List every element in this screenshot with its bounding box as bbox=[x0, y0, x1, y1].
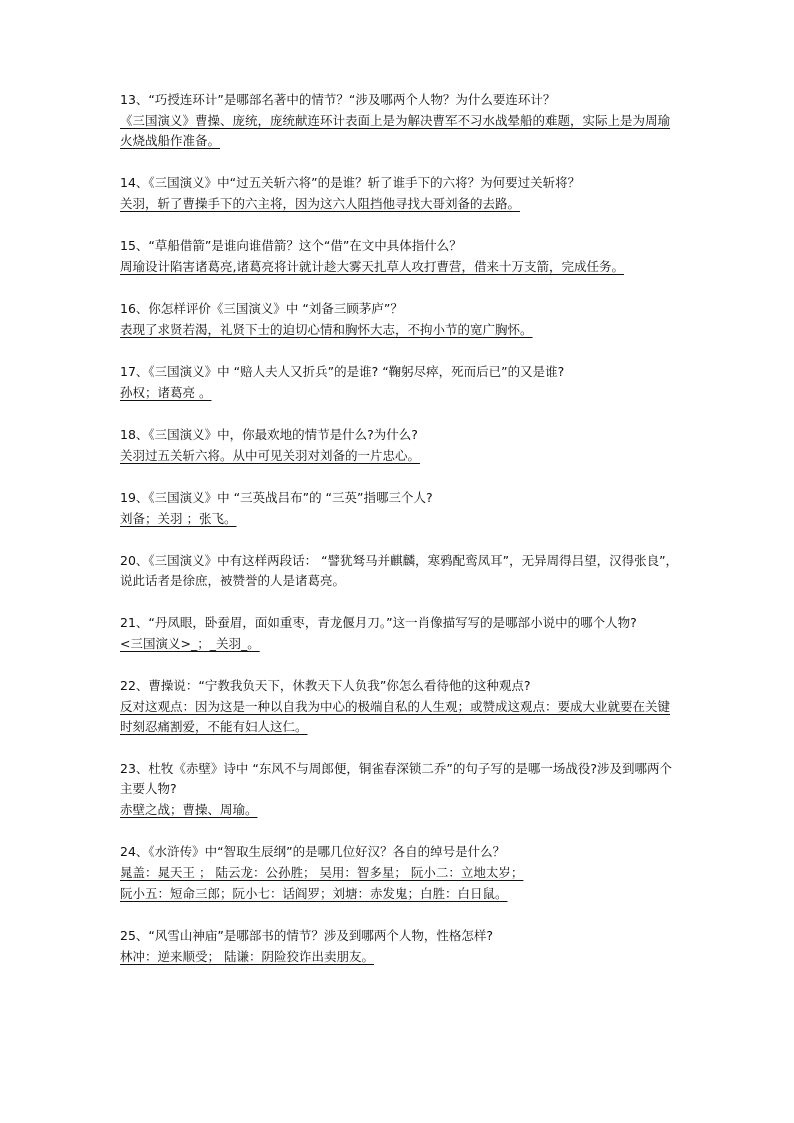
question-18: 18、《三国演义》中，你最欢地的情节是什么?为什么? bbox=[120, 427, 418, 442]
question-21: 21、“丹凤眼，卧蚕眉，面如重枣，青龙偃月刀。”这一肖像描写写的是哪部小说中的哪个人物? bbox=[120, 615, 637, 630]
answer-13: 《三国演义》曹操、庞统，庞统献连环计表面上是为解决曹军不习水战晕船的难题，实际上是为周瑜火烧战船作准备。 bbox=[120, 113, 671, 148]
question-17: 17、《三国演义》中 “赔人夫人又折兵”的是谁? “鞠躬尽瘁，死而后已”的又是谁? bbox=[120, 364, 565, 379]
question-25: 25、“风雪山神庙”是哪部书的情节？涉及到哪两个人物，性格怎样? bbox=[120, 928, 493, 943]
answer-15: 周瑜设计陷害诸葛亮,诸葛亮将计就计趁大雾天扎草人攻打曹营，借来十万支箭，完成任务。 bbox=[120, 259, 624, 274]
answer-21: <三国演义>_；_关羽_。 bbox=[120, 636, 260, 651]
question-13: 13、“巧授连环计”是哪部名著中的情节？“涉及哪两个人物？为什么要连环计？ bbox=[120, 92, 556, 107]
answer-16: 表现了求贤若渴，礼贤下士的迫切心情和胸怀大志，不拘小节的宽广胸怀。 bbox=[120, 322, 533, 337]
qa-item-22 bbox=[120, 676, 680, 737]
question-22: 22、曹操说：“宁教我负天下，休教天下人负我”你怎么看待他的这种观点? bbox=[120, 678, 531, 693]
answer-24-line-1: 晁盖：晁天王 ； 陆云龙：公孙胜； 吴用：智多星； 阮小二：立地太岁； bbox=[120, 865, 524, 880]
question-23: 23、杜牧《赤壁》诗中 “东风不与周郎便，铜雀春深锁二乔”的句子写的是哪一场战役?涉及到哪两个主要人物? bbox=[120, 761, 672, 796]
question-14: 14、《三国演义》中“过五关斩六将”的是谁？斩了谁手下的六将？为何要过关斩将？ bbox=[120, 175, 581, 190]
answer-25: 林冲：逆来顺受； 陆谦：阴险狡诈出卖朋友。 bbox=[120, 949, 374, 964]
answer-14: 关羽，斩了曹操手下的六主将，因为这六人阻挡他寻找大哥刘备的去路。 bbox=[120, 196, 521, 211]
question-20: 20、《三国演义》中有这样两段话： “譬犹驽马并麒麟，寒鸦配鸾凤耳”，无异周得吕望，汉得张良”，说此话者是徐庶，被赞誉的人是诸葛亮。 bbox=[120, 553, 679, 588]
question-24: 24、《水浒传》中“智取生辰纲”的是哪几位好汉？各自的绰号是什么？ bbox=[120, 844, 506, 859]
qa-item-21 bbox=[120, 613, 680, 654]
qa-item-25 bbox=[120, 926, 680, 967]
qa-item-16 bbox=[120, 299, 680, 340]
qa-item-24 bbox=[120, 842, 680, 904]
qa-item-15 bbox=[120, 236, 680, 277]
qa-item-19 bbox=[120, 488, 680, 529]
answer-22: 反对这观点：因为这是一种以自我为中心的极端自私的人生观；或赞成这观点：要成大业就要在关键时刻忍痛割爱，不能有妇人这仁。 bbox=[120, 699, 671, 734]
answer-23: 赤壁之战；曹操、周瑜。 bbox=[120, 802, 258, 817]
question-16: 16、你怎样评价《三国演义》中 “刘备三顾茅庐”？ bbox=[120, 301, 403, 316]
qa-item-14 bbox=[120, 173, 680, 214]
qa-item-18 bbox=[120, 425, 680, 466]
answer-17: 孙权；诸葛亮 。 bbox=[120, 385, 212, 400]
qa-item-23 bbox=[120, 759, 680, 820]
qa-list bbox=[120, 90, 680, 989]
qa-item-13 bbox=[120, 90, 680, 151]
qa-item-17 bbox=[120, 362, 680, 403]
answer-24-line-2: 阮小五：短命三郎；阮小七：话阎罗；刘塘：赤发鬼；白胜：白日鼠。 bbox=[120, 886, 508, 901]
question-15: 15、“草船借箭”是谁向谁借箭？这个“借”在文中具体指什么？ bbox=[120, 238, 462, 253]
question-19: 19、《三国演义》中 “三英战吕布”的 “三英”指哪三个人? bbox=[120, 490, 433, 505]
answer-18: 关羽过五关斩六将。从中可见关羽对刘备的一片忠心。 bbox=[120, 448, 421, 463]
answer-19: 刘备；关羽 ；张飞。 bbox=[120, 511, 237, 526]
qa-item-20 bbox=[120, 551, 680, 591]
